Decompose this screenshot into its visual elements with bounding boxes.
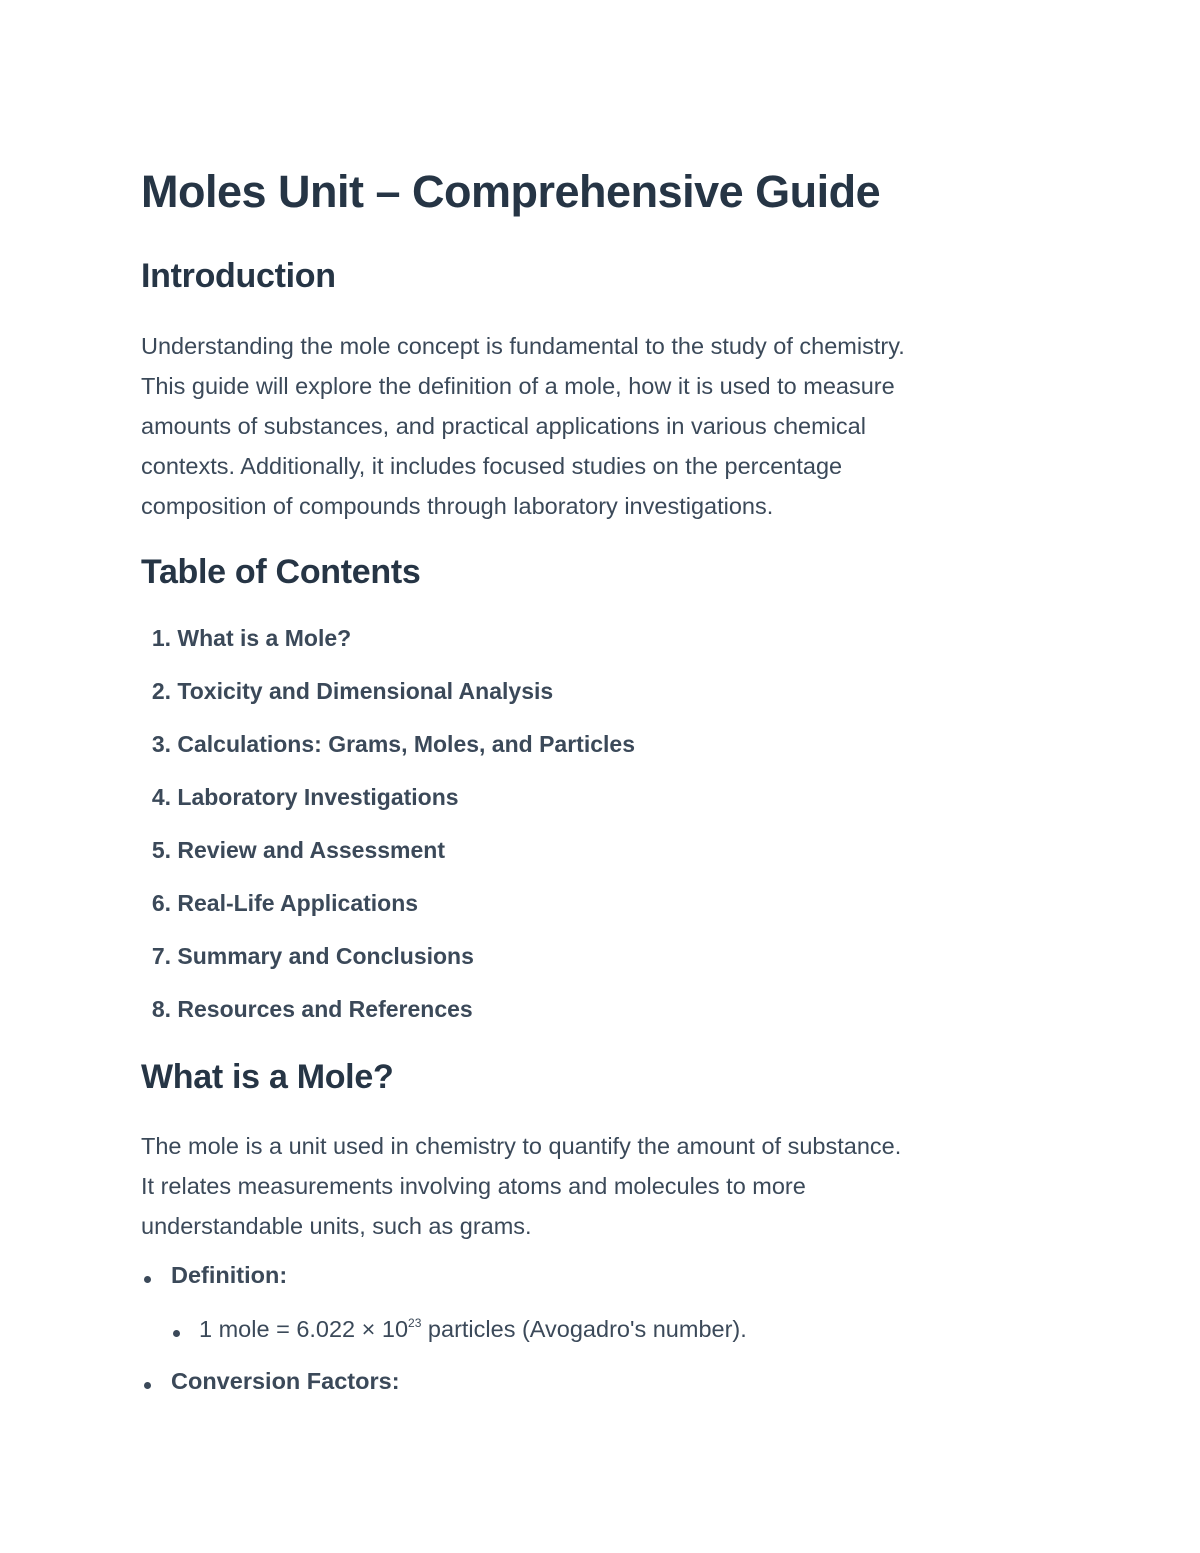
definition-subbullet	[171, 1316, 747, 1343]
toc-item[interactable]	[141, 778, 635, 831]
definition-bullet	[141, 1262, 287, 1289]
toc-item-number: 4.	[151, 784, 171, 810]
toc-item-label: Laboratory Investigations	[177, 784, 459, 810]
introduction-paragraph	[141, 326, 1071, 526]
what-is-a-mole-heading: What is a Mole?	[141, 1058, 394, 1096]
toc-item[interactable]	[141, 937, 635, 990]
bullet-dot	[144, 1382, 151, 1389]
toc-item-number: 6.	[151, 890, 171, 916]
intro-line: Understanding the mole concept is fundamental to the study of chemistry.	[141, 333, 905, 359]
toc-item-label: Real-Life Applications	[177, 890, 419, 916]
bullet-dot	[144, 1276, 151, 1283]
mole-paragraph	[141, 1126, 1071, 1246]
toc-item-label: What is a Mole?	[177, 625, 352, 651]
toc-item[interactable]	[141, 725, 635, 778]
table-of-contents	[141, 619, 635, 1043]
toc-item-number: 2.	[151, 678, 171, 704]
definition-label: Definition:	[171, 1262, 288, 1288]
definition-exponent: 23	[408, 1316, 422, 1330]
document-title: Moles Unit – Comprehensive Guide	[141, 166, 881, 217]
toc-item-label: Calculations: Grams, Moles, and Particles	[177, 731, 635, 757]
toc-item-label: Toxicity and Dimensional Analysis	[177, 678, 554, 704]
mole-line: understandable units, such as grams.	[141, 1213, 532, 1239]
conversion-label: Conversion Factors:	[171, 1368, 400, 1394]
toc-item-number: 7.	[151, 943, 171, 969]
toc-item-number: 8.	[151, 996, 171, 1022]
toc-item-label: Review and Assessment	[177, 837, 445, 863]
intro-line: This guide will explore the definition of a mole, how it is used to measure	[141, 373, 895, 399]
toc-item[interactable]	[141, 831, 635, 884]
conversion-bullet	[141, 1368, 400, 1395]
intro-line: contexts. Additionally, it includes focused studies on the percentage	[141, 453, 843, 479]
mole-line: It relates measurements involving atoms and molecules to more	[141, 1173, 806, 1199]
toc-item-number: 3.	[151, 731, 171, 757]
intro-line: amounts of substances, and practical applications in various chemical	[141, 413, 866, 439]
mole-line: The mole is a unit used in chemistry to quantify the amount of substance.	[141, 1133, 902, 1159]
toc-item[interactable]	[141, 884, 635, 937]
toc-item[interactable]	[141, 619, 635, 672]
intro-line: composition of compounds through laboratory investigations.	[141, 493, 774, 519]
toc-item-label: Resources and References	[177, 996, 473, 1022]
definition-text	[199, 1316, 747, 1342]
toc-heading: Table of Contents	[141, 553, 421, 591]
definition-prefix: 1 mole = 6.022 × 10	[199, 1316, 409, 1342]
toc-item-label: Summary and Conclusions	[177, 943, 474, 969]
toc-item-number: 1.	[151, 625, 171, 651]
definition-suffix: particles (Avogadro's number).	[421, 1316, 747, 1342]
introduction-heading: Introduction	[141, 257, 336, 295]
toc-item[interactable]	[141, 990, 635, 1043]
bullet-dot	[173, 1330, 180, 1337]
toc-item-number: 5.	[151, 837, 171, 863]
toc-item[interactable]	[141, 672, 635, 725]
